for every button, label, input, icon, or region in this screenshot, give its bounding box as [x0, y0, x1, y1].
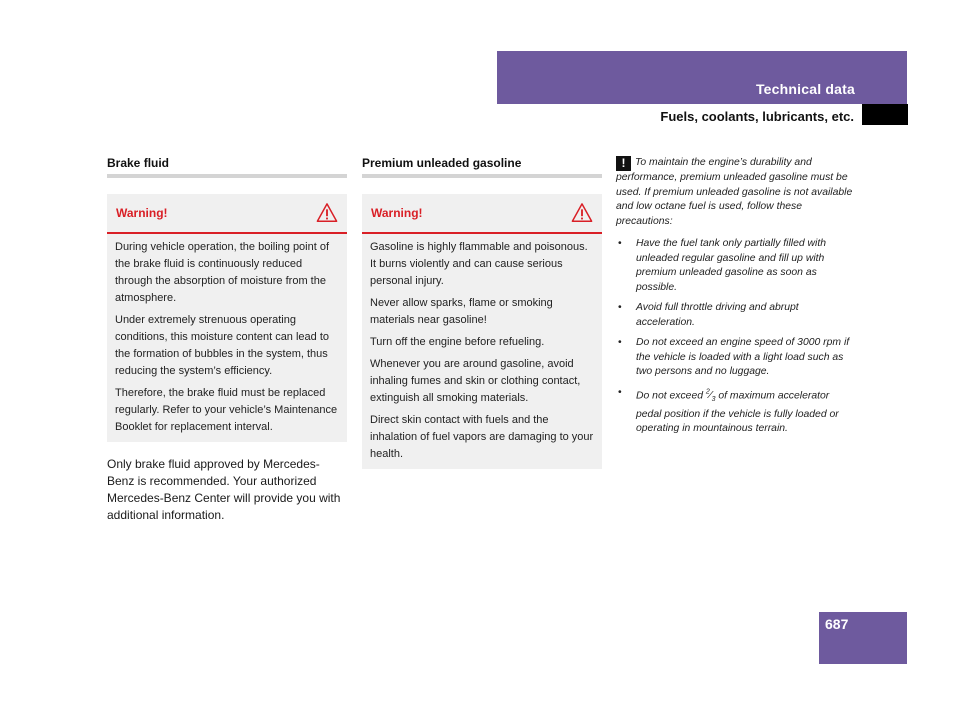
note-column [616, 156, 856, 443]
precautions-list [616, 237, 856, 437]
list-item [616, 386, 856, 437]
list-item [616, 301, 856, 330]
gasoline-heading: Premium unleaded gasoline [362, 156, 602, 178]
chapter-tab [862, 104, 908, 125]
brake-fluid-heading: Brake fluid [107, 156, 347, 178]
brake-fluid-warning-box [107, 194, 347, 442]
warning-label: Warning! [371, 206, 423, 220]
warning-paragraph: During vehicle operation, the boiling point of the brake fluid is continuously reduced through the absorption of moisture from the atmosphere. [115, 241, 330, 304]
header-band [497, 51, 907, 104]
section-title-technical-data: Technical data [755, 81, 855, 97]
warning-header [107, 194, 347, 234]
warning-paragraph: Gasoline is highly flammable and poisonous. It burns violently and can cause serious personal injury. [370, 241, 588, 287]
warning-paragraph: Under extremely strenuous operating conditions, this moisture content can lead to the formation of bubbles in the system, thus reducing the system’s efficiency. [115, 314, 330, 377]
warning-paragraph: Therefore, the brake fluid must be replaced regularly. Refer to your vehicle’s Maintenance Booklet for replacement interval. [115, 387, 338, 433]
list-item-text: Avoid full throttle driving and abrupt acceleration. [636, 302, 799, 328]
list-item-text: Do not exceed an engine speed of 3000 rpm if the vehicle is loaded with a light load such as two persons and no luggage. [636, 337, 850, 377]
bullet-icon: • [618, 238, 622, 249]
warning-triangle-icon [571, 202, 593, 224]
bullet-icon: • [618, 302, 622, 313]
bullet-icon: • [618, 386, 622, 398]
brake-fluid-column [107, 156, 347, 524]
bullet-icon: • [618, 337, 622, 348]
fraction-numerator: 2 [705, 388, 710, 396]
list-item [616, 237, 856, 295]
note-intro [616, 156, 856, 229]
page-subtitle: Fuels, coolants, lubricants, etc. [660, 109, 854, 124]
note-intro-text: To maintain the engine’s durability and performance, premium unleaded gasoline must be used. If premium unleaded gasoline is not available and low octane fuel is used, follow these precautions: [616, 157, 853, 227]
warning-paragraph: Direct skin contact with fuels and the inhalation of fuel vapors are damaging to your health. [370, 414, 594, 460]
warning-header [362, 194, 602, 234]
warning-paragraph: Turn off the engine before refueling. [370, 336, 545, 348]
fraction-denominator: 3 [711, 396, 716, 404]
warning-triangle-icon [316, 202, 338, 224]
warning-paragraph: Whenever you are around gasoline, avoid inhaling fumes and skin or clothing contact, extinguish all smoking materials. [370, 358, 581, 404]
list-item-text-pre: Do not exceed [636, 389, 706, 401]
list-item-text-post: of maximum accelerator pedal position if the vehicle is fully loaded or operating in mountainous terrain. [636, 389, 839, 435]
list-item [616, 336, 856, 380]
brake-fluid-text: Only brake fluid approved by Mercedes-Benz is recommended. Your authorized Mercedes-Benz Center will provide you with additional information. [107, 457, 341, 522]
page-number: 687 [825, 616, 849, 632]
fraction-slash: ⁄ [709, 389, 712, 401]
warning-paragraph: Never allow sparks, flame or smoking materials near gasoline! [370, 297, 553, 326]
list-item-text: Have the fuel tank only partially filled with unleaded regular gasoline and fill up with premium unleaded gasoline as soon as possible. [636, 238, 827, 293]
page-number-box [819, 612, 907, 664]
warning-body [107, 234, 347, 442]
warning-body [362, 234, 602, 469]
exclamation-icon: ! [616, 156, 631, 171]
warning-label: Warning! [116, 206, 168, 220]
gasoline-column [362, 156, 602, 469]
gasoline-warning-box [362, 194, 602, 469]
